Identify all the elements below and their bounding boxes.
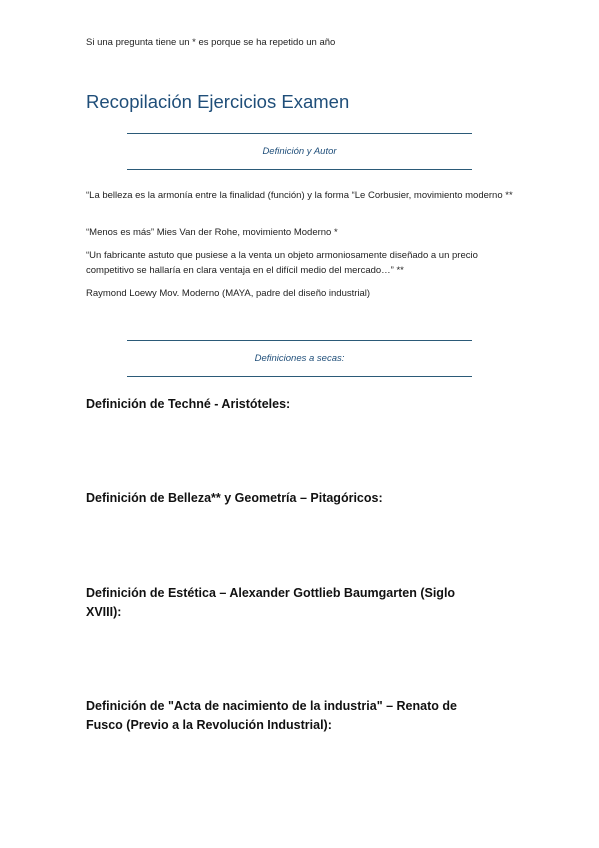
- heading-estetica: Definición de Estética – Alexander Gottlieb Baumgarten (Siglo XVIII):: [86, 586, 456, 619]
- repeat-note: Si una pregunta tiene un * es porque se ha repetido un año: [86, 37, 336, 48]
- section-label-definicion-autor: Definición y Autor: [127, 133, 472, 170]
- quote-mies-van-der-rohe: “Menos es más” Mies Van der Rohe, movimiento Moderno *: [86, 227, 338, 238]
- page-title: Recopilación Ejercicios Examen: [86, 91, 350, 112]
- quote-fabricante: “Un fabricante astuto que pusiese a la venta un objeto armoniosamente diseñado a un precio competitivo se hallaría en clara ventaja en el difícil medio del mercado…” **: [86, 250, 478, 276]
- quote-le-corbusier: “La belleza es la armonía entre la finalidad (función) y la forma “Le Corbusier, movimiento moderno **: [86, 190, 513, 201]
- heading-belleza-geometria: Definición de Belleza** y Geometría – Pitagóricos:: [86, 491, 383, 505]
- heading-acta-industria: Definición de "Acta de nacimiento de la industria" – Renato de Fusco (Previo a la Revolución Industrial):: [86, 699, 457, 732]
- quote-raymond-loewy: Raymond Loewy Mov. Moderno (MAYA, padre del diseño industrial): [86, 288, 371, 299]
- heading-techne: Definición de Techné - Aristóteles:: [86, 397, 291, 411]
- section-label-definiciones: Definiciones a secas:: [127, 340, 472, 377]
